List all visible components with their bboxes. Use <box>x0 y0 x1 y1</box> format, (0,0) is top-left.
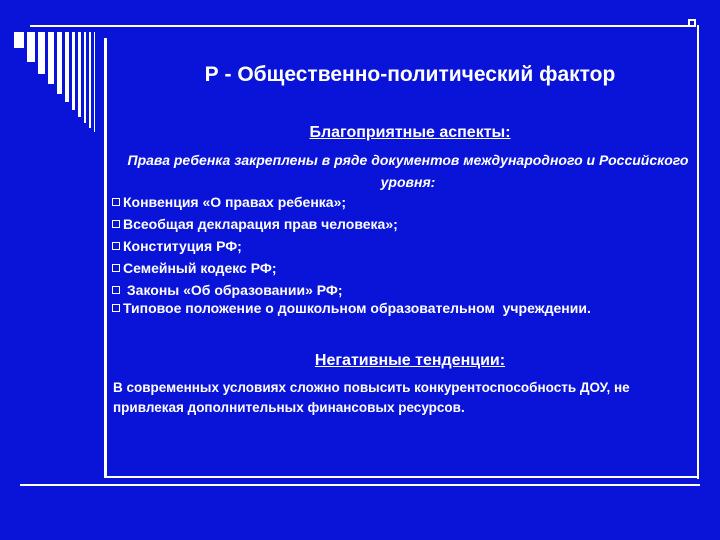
list-item <box>112 238 591 260</box>
list-item-text: Типовое положение о дошкольном образовательном учреждении. <box>123 300 591 316</box>
list-item-text: Законы «Об образовании» РФ; <box>123 282 343 298</box>
documents-list <box>112 194 591 320</box>
slide-title: Р - Общественно-политический фактор <box>204 63 616 86</box>
frame-corner-square <box>688 19 696 27</box>
frame-bottom-line <box>20 484 700 486</box>
positive-aspects-heading: Благоприятные аспекты: <box>309 124 511 141</box>
frame-top-line <box>30 25 690 27</box>
hollow-square-icon <box>112 220 120 228</box>
list-item-text: Всеобщая декларация прав человека»; <box>123 216 398 232</box>
hollow-square-icon <box>112 198 120 206</box>
frame-left-line <box>104 38 107 478</box>
list-item <box>112 216 591 238</box>
frame-bottom-inner-line <box>104 476 699 478</box>
list-item-text: Конвенция «О правах ребенка»; <box>123 194 347 210</box>
list-item <box>112 282 591 300</box>
hollow-square-icon <box>112 304 120 312</box>
negative-trends-text: В современных условиях сложно повысить конкурентоспособность ДОУ, не привлекая дополнительных финансовых ресурсов. <box>113 380 630 415</box>
hollow-square-icon <box>112 242 120 250</box>
negative-trends-heading: Негативные тенденции: <box>314 352 506 369</box>
frame-right-line <box>697 25 699 479</box>
list-item <box>112 260 591 282</box>
list-item-text: Конституция РФ; <box>123 238 242 254</box>
list-item <box>112 300 591 320</box>
positive-intro-text: Права ребенка закреплены в ряде документов международного и Российского уровня: <box>127 152 689 190</box>
list-item-text: Семейный кодекс РФ; <box>123 260 277 276</box>
list-item <box>112 194 591 216</box>
hollow-square-icon <box>112 264 120 272</box>
hollow-square-icon <box>112 286 120 294</box>
